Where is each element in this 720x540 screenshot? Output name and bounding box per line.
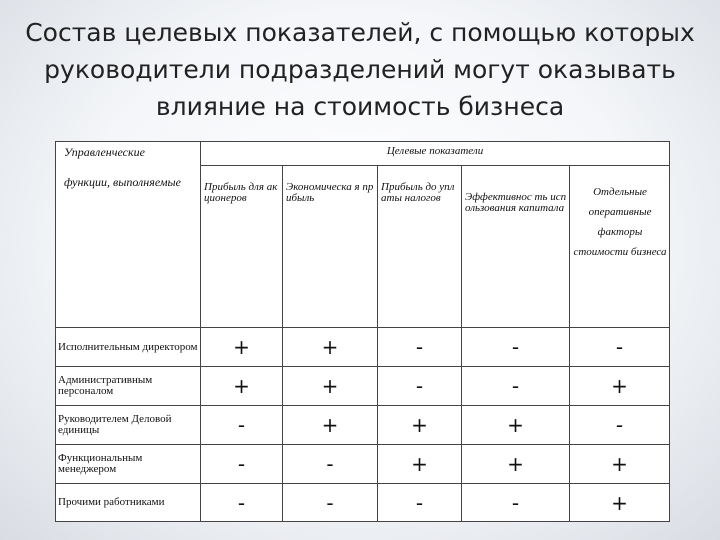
mark-cell: +: [201, 328, 283, 367]
corner-header-line1: Управленческие: [64, 145, 145, 159]
mark-cell: +: [570, 484, 670, 522]
column-header: Экономическа я прибыль: [283, 166, 378, 328]
mark-cell: -: [378, 328, 462, 367]
column-header: Эффективнос ть использования капитала: [462, 166, 570, 328]
mark-cell: -: [201, 406, 283, 445]
table-row: [56, 367, 670, 406]
mark-cell: -: [462, 328, 570, 367]
mark-cell: -: [378, 484, 462, 522]
mark-cell: -: [378, 367, 462, 406]
column-header: Прибыль для акционеров: [201, 166, 283, 328]
table-row: [56, 406, 670, 445]
mark-cell: -: [283, 484, 378, 522]
mark-cell: +: [378, 406, 462, 445]
mark-cell: +: [283, 367, 378, 406]
mark-cell: +: [201, 367, 283, 406]
mark-cell: +: [462, 445, 570, 484]
mark-cell: -: [462, 484, 570, 522]
row-label: Руководителем Деловой единицы: [56, 406, 201, 445]
corner-header-cell: [56, 142, 201, 328]
target-indicators-table: [55, 141, 670, 522]
mark-cell: -: [570, 328, 670, 367]
table-row: [56, 445, 670, 484]
column-header: Прибыль до уплаты налогов: [378, 166, 462, 328]
row-label: Функциональным менеджером: [56, 445, 201, 484]
row-label: Административным персоналом: [56, 367, 201, 406]
mark-cell: -: [462, 367, 570, 406]
mark-cell: -: [283, 445, 378, 484]
mark-cell: +: [378, 445, 462, 484]
mark-cell: +: [283, 328, 378, 367]
table-row: [56, 484, 670, 522]
mark-cell: -: [201, 445, 283, 484]
mark-cell: +: [462, 406, 570, 445]
group-header: Целевые показатели: [201, 142, 670, 166]
mark-cell: -: [570, 406, 670, 445]
slide-title: Состав целевых показателей, с помощью которых руководители подразделений могут оказывать влияние на стоимость бизнеса: [25, 18, 695, 121]
column-header: Отдельные оперативные факторы стоимости бизнеса: [570, 166, 670, 328]
mark-cell: +: [283, 406, 378, 445]
corner-header-line2: функции, выполняемые: [64, 175, 181, 189]
row-label: Исполнительным директором: [56, 328, 201, 367]
mark-cell: +: [570, 445, 670, 484]
mark-cell: -: [201, 484, 283, 522]
row-label: Прочими работниками: [56, 484, 201, 522]
mark-cell: +: [570, 367, 670, 406]
table-row: [56, 328, 670, 367]
